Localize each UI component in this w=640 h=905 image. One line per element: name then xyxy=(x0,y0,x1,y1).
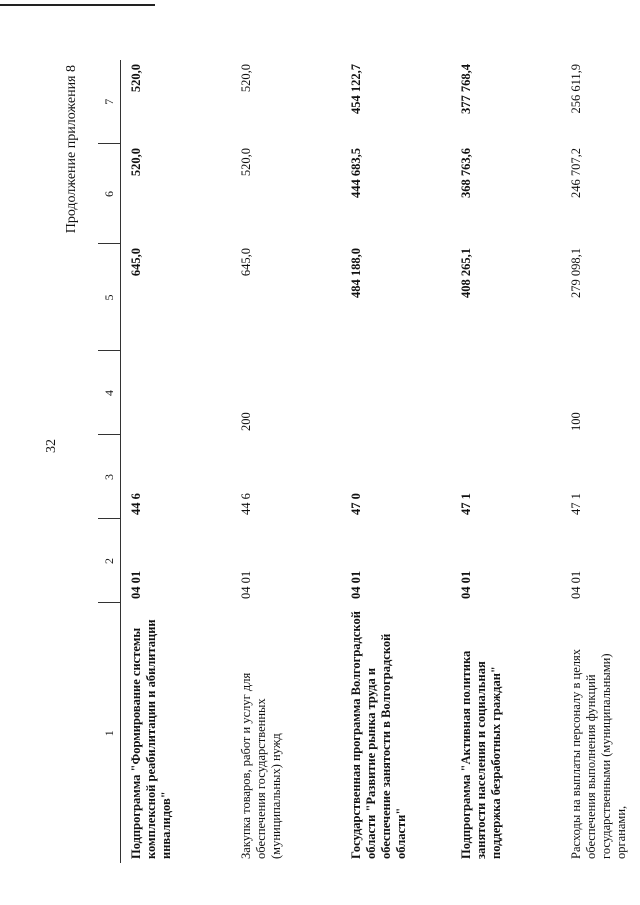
value-col5: 408 265,1 xyxy=(459,248,473,298)
value-col7: 377 768,4 xyxy=(459,64,473,114)
column-number: 4 xyxy=(98,351,121,435)
value-col6: 368 763,6 xyxy=(459,148,473,198)
article-code: 47 0 xyxy=(349,493,363,515)
column-number: 1 xyxy=(98,603,121,863)
row-name: Расходы на выплаты персоналу в целях обеспечения выполнения функций государственными (муниципальными) органами, xyxy=(569,649,628,859)
value-col5: 279 098,1 xyxy=(569,248,583,298)
value-col5: 645,0 xyxy=(239,248,253,277)
value-col7: 520,0 xyxy=(239,64,253,93)
value-col7: 520,0 xyxy=(129,64,143,93)
value-col6: 520,0 xyxy=(239,148,253,177)
continuation-note: Продолжение приложения 8 xyxy=(64,65,79,234)
row-name: Подпрограмма "Формирование системы комплексной реабилитации и абилитации инвалидов" xyxy=(129,619,173,859)
column-number-row xyxy=(98,60,121,863)
table-row xyxy=(451,60,561,863)
section-code: 04 01 xyxy=(349,570,363,599)
column-number: 6 xyxy=(98,144,121,244)
value-col6: 246 707,2 xyxy=(569,148,583,198)
value-col5: 484 188,0 xyxy=(349,248,363,298)
section-code: 04 01 xyxy=(459,570,473,599)
column-number: 7 xyxy=(98,60,121,144)
table-row xyxy=(121,60,232,863)
expense-type xyxy=(341,351,451,435)
page-number: 32 xyxy=(44,439,59,453)
row-name: Закупка товаров, работ и услуг для обеспечения государственных (муниципальных) нужд xyxy=(239,672,283,859)
value-col7: 256 611,9 xyxy=(569,64,583,114)
value-col6: 444 683,5 xyxy=(349,148,363,198)
table-row xyxy=(231,60,341,863)
row-name: Подпрограмма "Активная политика занятости населения и социальная поддержка безработных граждан" xyxy=(459,650,503,859)
table-row xyxy=(561,60,640,863)
value-col7: 454 122,7 xyxy=(349,64,363,114)
column-number: 3 xyxy=(98,435,121,519)
expense-type xyxy=(121,351,232,435)
expense-type: 200 xyxy=(239,412,253,431)
column-number: 2 xyxy=(98,519,121,603)
expense-type: 100 xyxy=(569,412,583,431)
row-name: Государственная программа Волгоградской области "Развитие рынка труда и обеспечение занятости в Волгоградской области" xyxy=(349,611,408,859)
article-code: 44 6 xyxy=(239,493,253,515)
expense-type xyxy=(451,351,561,435)
column-number: 5 xyxy=(98,244,121,351)
article-code: 44 6 xyxy=(129,493,143,515)
budget-table xyxy=(98,60,640,863)
value-col5: 645,0 xyxy=(129,248,143,277)
article-code: 47 1 xyxy=(459,493,473,515)
article-code: 47 1 xyxy=(569,493,583,515)
section-code: 04 01 xyxy=(569,570,583,599)
table-row xyxy=(341,60,451,863)
section-code: 04 01 xyxy=(129,570,143,599)
value-col6: 520,0 xyxy=(129,148,143,177)
section-code: 04 01 xyxy=(239,570,253,599)
